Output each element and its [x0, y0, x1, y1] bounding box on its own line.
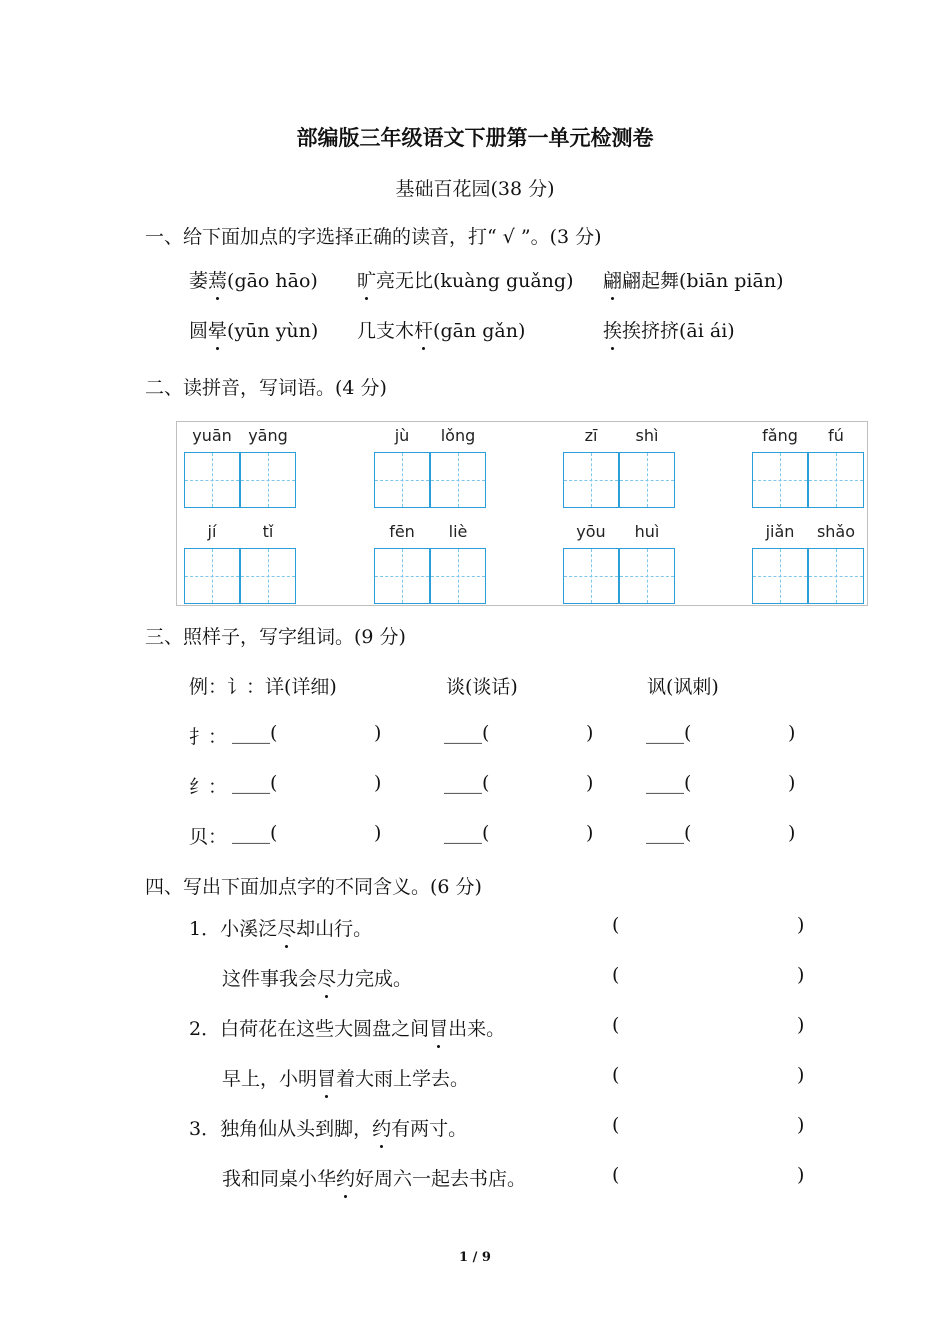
- answer-open[interactable]: (: [612, 1164, 620, 1186]
- paren-close: ): [586, 772, 594, 794]
- answer-open[interactable]: (: [612, 964, 620, 986]
- q1-heading: 一、给下面加点的字选择正确的读音，打“ √ ”。(3 分): [145, 226, 602, 248]
- answer-close: ): [797, 1164, 805, 1186]
- page-title: 部编版三年级语文下册第一单元检测卷: [296, 125, 654, 150]
- paren-close: ): [374, 772, 382, 794]
- paren-close: ): [586, 722, 594, 744]
- paren-close: ): [586, 822, 594, 844]
- paren-close: ): [788, 722, 796, 744]
- answer-blank[interactable]: ____(: [232, 722, 278, 744]
- paren-close: ): [374, 722, 382, 744]
- answer-open[interactable]: (: [612, 1114, 620, 1136]
- page-number: 1 / 9: [459, 1250, 491, 1265]
- answer-open[interactable]: (: [612, 1064, 620, 1086]
- answer-blank[interactable]: ____(: [232, 772, 278, 794]
- radical-label: 纟：: [189, 776, 228, 798]
- word-box[interactable]: fǎng fú: [752, 426, 864, 510]
- sentence: 3．独角仙从头到脚，约有两寸。: [189, 1114, 467, 1141]
- radical-label: 扌：: [189, 726, 228, 748]
- paren-close: ): [788, 822, 796, 844]
- answer-blank[interactable]: ____(: [232, 822, 278, 844]
- q1-item: 翩翩起舞(biān piān): [603, 266, 784, 293]
- q1-item: 圆晕(yūn yùn): [189, 316, 318, 343]
- section-subtitle: 基础百花园(38 分): [395, 178, 555, 200]
- word-box[interactable]: jí tǐ: [184, 522, 296, 606]
- word-box[interactable]: zī shì: [563, 426, 675, 510]
- answer-close: ): [797, 1064, 805, 1086]
- example-text: 讽(讽刺): [647, 676, 719, 698]
- pinyin-grid: [176, 421, 868, 606]
- answer-close: ): [797, 964, 805, 986]
- answer-open[interactable]: (: [612, 914, 620, 936]
- word-box[interactable]: fēn liè: [374, 522, 486, 606]
- answer-blank[interactable]: ____(: [646, 822, 692, 844]
- word-box[interactable]: jù lǒng: [374, 426, 486, 510]
- answer-close: ): [797, 914, 805, 936]
- example-text: 例：讠：详(详细): [189, 676, 337, 698]
- answer-blank[interactable]: ____(: [444, 722, 490, 744]
- sentence: 早上，小明冒着大雨上学去。: [222, 1064, 469, 1091]
- answer-close: ): [797, 1114, 805, 1136]
- sentence: 2．白荷花在这些大圆盘之间冒出来。: [189, 1014, 505, 1041]
- answer-close: ): [797, 1014, 805, 1036]
- answer-blank[interactable]: ____(: [646, 772, 692, 794]
- word-box[interactable]: jiǎn shǎo: [752, 522, 864, 606]
- sentence: 1．小溪泛尽却山行。: [189, 914, 372, 941]
- sentence: 我和同桌小华约好周六一起去书店。: [222, 1164, 526, 1191]
- q2-heading: 二、读拼音，写词语。(4 分): [145, 377, 387, 399]
- answer-open[interactable]: (: [612, 1014, 620, 1036]
- q4-heading: 四、写出下面加点字的不同含义。(6 分): [145, 876, 482, 898]
- paren-close: ): [374, 822, 382, 844]
- q1-item: 旷亮无比(kuàng guǎng): [357, 266, 573, 293]
- sentence: 这件事我会尽力完成。: [222, 964, 412, 991]
- q1-item: 萎蔫(gāo hāo): [189, 266, 318, 293]
- q1-item: 挨挨挤挤(āi ái): [603, 316, 735, 343]
- answer-blank[interactable]: ____(: [444, 772, 490, 794]
- q3-heading: 三、照样子，写字组词。(9 分): [145, 626, 406, 648]
- q1-item: 几支木杆(gān gǎn): [357, 316, 525, 343]
- answer-blank[interactable]: ____(: [646, 722, 692, 744]
- answer-blank[interactable]: ____(: [444, 822, 490, 844]
- paren-close: ): [788, 772, 796, 794]
- word-box[interactable]: yōu huì: [563, 522, 675, 606]
- example-text: 谈(谈话): [446, 676, 518, 698]
- radical-label: 贝：: [189, 826, 228, 848]
- word-box[interactable]: yuān yāng: [184, 426, 296, 510]
